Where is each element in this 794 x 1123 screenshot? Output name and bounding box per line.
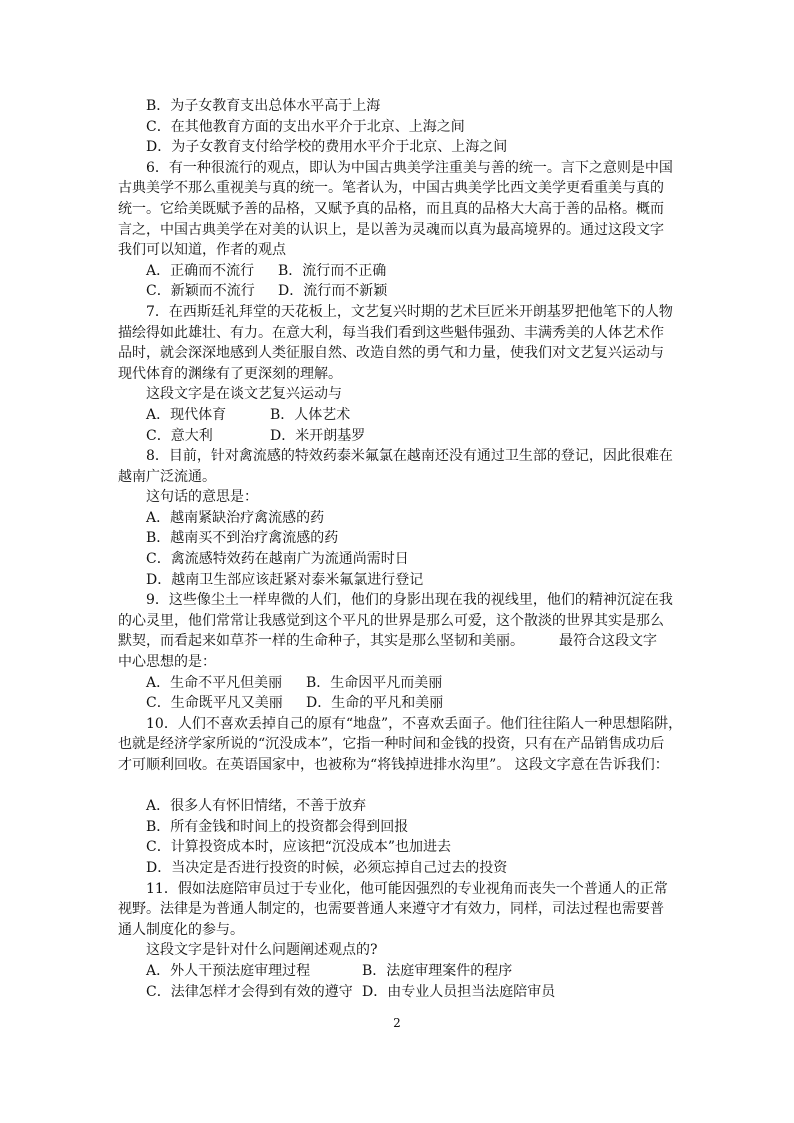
- q6-option-d: D．流行而不新颖: [278, 283, 388, 300]
- q10-option-d: D．当决定是否进行投资的时候，必须忘掉自己过去的投资: [146, 859, 508, 876]
- q9-option-b: B．生命因平凡而美丽: [306, 674, 443, 691]
- q8-option-d: D．越南卫生部应该赶紧对泰米氟氯进行登记: [146, 571, 424, 588]
- q6-stem-line: 我们可以知道，作者的观点: [118, 242, 286, 259]
- q8-option-a: A．越南紧缺治疗禽流感的药: [146, 509, 325, 526]
- q8-option-b: B．越南买不到治疗禽流感的药: [146, 530, 339, 547]
- q6-stem-line: 6．有一种很流行的观点，即认为中国古典美学注重美与善的统一。言下之意则是中国: [146, 159, 673, 176]
- q10-option-b: B．所有金钱和时间上的投资都会得到回报: [146, 818, 409, 835]
- q10-option-c: C．计算投资成本时，应该把“沉没成本”也加进去: [146, 839, 452, 856]
- q9-stem-line: 的心灵里，他们常常让我感觉到这个平凡的世界是那么可爱，这个散淡的世界其实是那么: [118, 612, 664, 629]
- page-content: [118, 96, 683, 1002]
- q6-option-b: B．流行而不正确: [278, 262, 387, 279]
- q5-option-b: B．为子女教育支出总体水平高于上海: [146, 98, 381, 114]
- q11-stem-line: 通人制度化的参与。: [118, 921, 244, 938]
- q11-options-row: [118, 982, 678, 1003]
- q7-options-row: [118, 426, 678, 447]
- q10-stem-line: 才可顺利回收。在英语国家中，也被称为“将钱掉进排水沟里”。 这段文字意在告诉我们：: [118, 757, 669, 773]
- q9-option-c: C．生命既平凡又美丽: [146, 695, 283, 712]
- q7-option-b: B．人体艺术: [270, 406, 351, 423]
- q6-stem-line: 统一。它给美既赋予善的品格，又赋予真的品格，而且真的品格大大高于善的品格。概而: [118, 200, 664, 217]
- q7-stem-line: 描绘得如此雄壮、有力。在意大利，每当我们看到这些魁伟强劲、丰满秀美的人体艺术作: [118, 324, 664, 341]
- q7-stem-line: 7．在西斯廷礼拜堂的天花板上，文艺复兴时期的艺术巨匠米开朗基罗把他笔下的人物: [146, 303, 673, 320]
- q10-stem-line: 10．人们不喜欢丢掉自己的原有“地盘”，不喜欢丢面子。他们往往陷人一种思想陷阱，: [146, 715, 683, 732]
- q9-option-d: D．生命的平凡和美丽: [306, 695, 444, 712]
- q8-question: 这句话的意思是：: [146, 489, 258, 506]
- blank-line: [118, 776, 678, 797]
- q8-stem-line: 越南广泛流通。: [118, 468, 216, 485]
- q6-options-row: [118, 281, 678, 302]
- q9-stem-line: 9．这些像尘土一样卑微的人们，他们的身影出现在我的视线里，他们的精神沉淀在我: [146, 592, 673, 609]
- q9-options-row: [118, 693, 678, 714]
- q8-option-c: C．禽流感特效药在越南广为流通尚需时日: [146, 551, 409, 568]
- q11-options-row: [118, 961, 678, 982]
- q11-question: 这段文字是针对什么问题阐述观点的?: [146, 942, 378, 959]
- q6-option-a: A．正确而不流行: [146, 262, 255, 279]
- q9-options-row: [118, 673, 678, 694]
- q5-option-c: C．在其他教育方面的支出水平介于北京、上海之间: [146, 118, 465, 135]
- q6-options-row: [118, 261, 678, 282]
- q7-options-row: [118, 405, 678, 426]
- q9-option-a: A．生命不平凡但美丽: [146, 674, 283, 691]
- q11-option-b: B．法庭审理案件的程序: [362, 962, 513, 979]
- q7-stem-line: 现代体育的渊缘有了更深刻的理解。: [118, 365, 342, 382]
- q9-stem-line: 中心思想的是：: [118, 654, 216, 671]
- q7-option-c: C．意大利: [146, 427, 213, 444]
- q11-stem-line: 11．假如法庭陪审员过于专业化，他可能因强烈的专业视角而丧失一个普通人的正常: [146, 880, 668, 897]
- q7-option-a: A．现代体育: [146, 406, 227, 423]
- q11-option-a: A．外人干预法庭审理过程: [146, 962, 311, 979]
- q9-stem-line: 默契，而看起来如草芥一样的生命种子，其实是那么坚韧和美丽。 最符合这段文字: [118, 633, 657, 650]
- q11-option-d: D．由专业人员担当法庭陪审员: [362, 983, 556, 1000]
- q6-stem-line: 古典美学不那么重视美与真的统一。笔者认为，中国古典美学比西文美学更看重美与真的: [118, 180, 664, 197]
- q11-stem-line: 视野。法律是为普通人制定的，也需要普通人来遵守才有效力，同样，司法过程也需要普: [118, 901, 664, 918]
- q6-option-c: C．新颖而不流行: [146, 283, 255, 300]
- q5-option-d: D．为子女教育支付给学校的费用水平介于北京、上海之间: [146, 139, 508, 156]
- q7-question: 这段文字是在谈文艺复兴运动与: [146, 386, 342, 403]
- q8-stem-line: 8．目前，针对禽流感的特效药泰米氟氯在越南还没有通过卫生部的登记，因此很难在: [146, 448, 673, 465]
- q11-option-c: C．法律怎样才会得到有效的遵守: [146, 983, 353, 1000]
- q7-option-d: D．米开朗基罗: [270, 427, 366, 444]
- page-number: 2: [393, 1016, 401, 1030]
- q10-option-a: A．很多人有怀旧情绪，不善于放弃: [146, 798, 367, 815]
- q6-stem-line: 言之，中国古典美学在对美的认识上，是以善为灵魂而以真为最高境界的。通过这段文字: [118, 221, 664, 238]
- q10-stem-line: 也就是经济学家所说的“沉没成本”，它指一种时间和金钱的投资，只有在产品销售成功后: [118, 736, 665, 753]
- q7-stem-line: 品时，就会深深地感到人类征服自然、改造自然的勇气和力量，使我们对文艺复兴运动与: [118, 345, 664, 362]
